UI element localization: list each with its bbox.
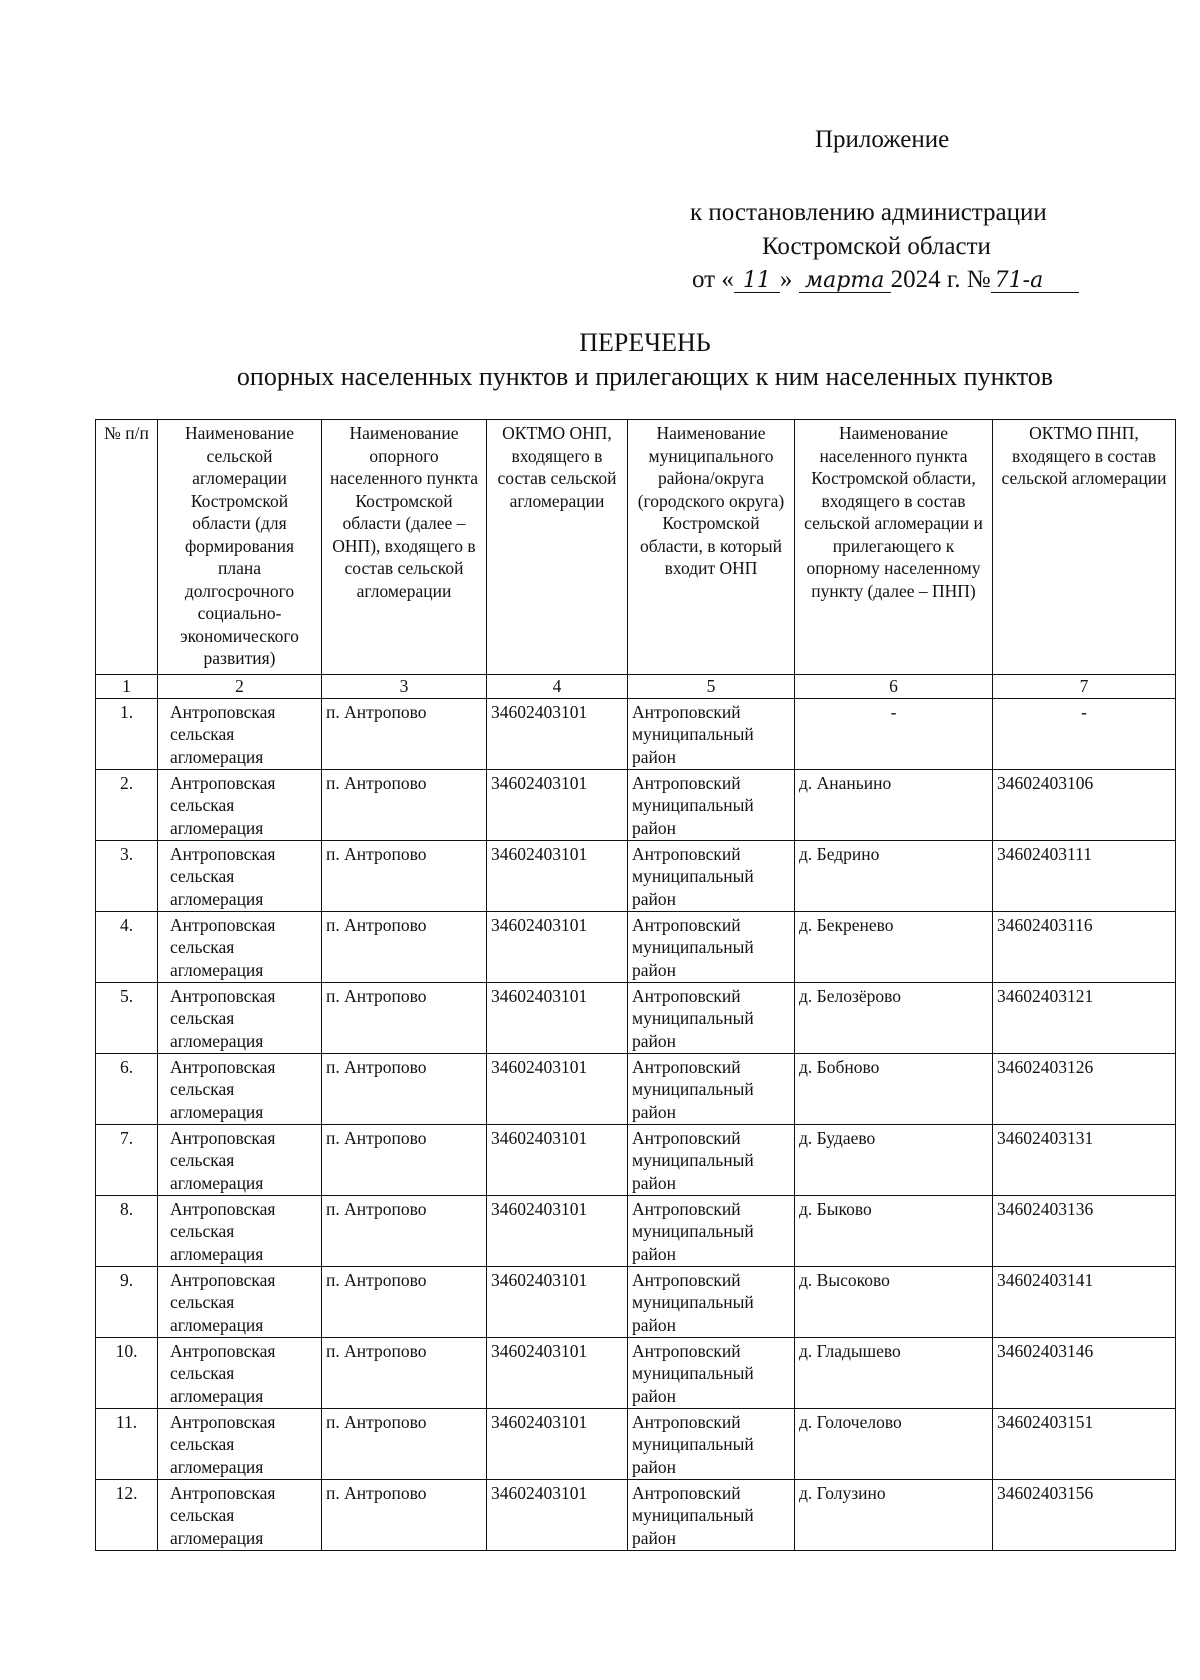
table-row: [96, 1124, 1176, 1195]
column-header: ОКТМО ОНП, входящего в состав сельской агломерации: [487, 420, 628, 675]
agglomeration-cell: Антроповская сельская агломерация: [158, 1053, 322, 1124]
table-row: [96, 698, 1176, 769]
adjacent-settlement-cell: д. Гладышево: [795, 1337, 993, 1408]
column-number: 3: [322, 675, 487, 699]
handwritten-decree-number: 71-а: [991, 270, 1079, 293]
district-cell: Антроповский муниципальный район: [628, 1124, 795, 1195]
settlements-table: [95, 419, 1176, 1551]
oktmo-onp-cell: 34602403101: [487, 1479, 628, 1550]
column-header: Наименование муниципального района/округа (городского округа) Костромской области, в который входит ОНП: [628, 420, 795, 675]
table-row: [96, 1479, 1176, 1550]
support-settlement-cell: п. Антропово: [322, 1266, 487, 1337]
agglomeration-cell: Антроповская сельская агломерация: [158, 911, 322, 982]
oktmo-pnp-cell: 34602403106: [993, 769, 1176, 840]
table-row: [96, 982, 1176, 1053]
agglomeration-cell: Антроповская сельская агломерация: [158, 1266, 322, 1337]
oktmo-onp-cell: 34602403101: [487, 698, 628, 769]
adjacent-settlement-cell: д. Голузино: [795, 1479, 993, 1550]
oktmo-pnp-cell: 34602403116: [993, 911, 1176, 982]
support-settlement-cell: п. Антропово: [322, 1124, 487, 1195]
row-number-cell: 11.: [96, 1408, 158, 1479]
support-settlement-cell: п. Антропово: [322, 1195, 487, 1266]
oktmo-onp-cell: 34602403101: [487, 1266, 628, 1337]
adjacent-settlement-cell: д. Высоково: [795, 1266, 993, 1337]
support-settlement-cell: п. Антропово: [322, 769, 487, 840]
oktmo-onp-cell: 34602403101: [487, 1124, 628, 1195]
row-number-cell: 5.: [96, 982, 158, 1053]
support-settlement-cell: п. Антропово: [322, 1479, 487, 1550]
oktmo-pnp-cell: 34602403141: [993, 1266, 1176, 1337]
district-cell: Антроповский муниципальный район: [628, 1479, 795, 1550]
agglomeration-cell: Антроповская сельская агломерация: [158, 840, 322, 911]
row-number-cell: 8.: [96, 1195, 158, 1266]
column-number: 7: [993, 675, 1176, 699]
support-settlement-cell: п. Антропово: [322, 1053, 487, 1124]
oktmo-pnp-cell: -: [993, 698, 1176, 769]
decree-reference-line2: Костромской области: [762, 233, 991, 260]
oktmo-onp-cell: 34602403101: [487, 911, 628, 982]
district-cell: Антроповский муниципальный район: [628, 769, 795, 840]
oktmo-pnp-cell: 34602403151: [993, 1408, 1176, 1479]
document-subtitle: опорных населенных пунктов и прилегающих к ним населенных пунктов: [236, 362, 1054, 391]
table-row: [96, 840, 1176, 911]
row-number-cell: 2.: [96, 769, 158, 840]
agglomeration-cell: Антроповская сельская агломерация: [158, 1124, 322, 1195]
adjacent-settlement-cell: д. Будаево: [795, 1124, 993, 1195]
support-settlement-cell: п. Антропово: [322, 1408, 487, 1479]
adjacent-settlement-cell: д. Белозёрово: [795, 982, 993, 1053]
district-cell: Антроповский муниципальный район: [628, 982, 795, 1053]
row-number-cell: 10.: [96, 1337, 158, 1408]
column-number-row: [96, 675, 1176, 699]
table-row: [96, 1053, 1176, 1124]
support-settlement-cell: п. Антропово: [322, 840, 487, 911]
adjacent-settlement-cell: д. Бекренево: [795, 911, 993, 982]
support-settlement-cell: п. Антропово: [322, 1337, 487, 1408]
oktmo-onp-cell: 34602403101: [487, 982, 628, 1053]
district-cell: Антроповский муниципальный район: [628, 911, 795, 982]
row-number-cell: 4.: [96, 911, 158, 982]
oktmo-pnp-cell: 34602403121: [993, 982, 1176, 1053]
oktmo-onp-cell: 34602403101: [487, 1053, 628, 1124]
oktmo-onp-cell: 34602403101: [487, 840, 628, 911]
district-cell: Антроповский муниципальный район: [628, 1337, 795, 1408]
table-row: [96, 1195, 1176, 1266]
adjacent-settlement-cell: д. Голочелово: [795, 1408, 993, 1479]
date-year: 2024 г. №: [890, 266, 991, 293]
district-cell: Антроповский муниципальный район: [628, 840, 795, 911]
table-row: [96, 769, 1176, 840]
oktmo-pnp-cell: 34602403156: [993, 1479, 1176, 1550]
adjacent-settlement-cell: д. Быково: [795, 1195, 993, 1266]
district-cell: Антроповский муниципальный район: [628, 1053, 795, 1124]
column-header: Наименование опорного населенного пункта Костромской области (далее – ОНП), входящего в состав сельской агломерации: [322, 420, 487, 675]
agglomeration-cell: Антроповская сельская агломерация: [158, 698, 322, 769]
column-header: ОКТМО ПНП, входящего в состав сельской агломерации: [993, 420, 1176, 675]
oktmo-onp-cell: 34602403101: [487, 1408, 628, 1479]
decree-date-line: [692, 266, 1079, 294]
oktmo-pnp-cell: 34602403146: [993, 1337, 1176, 1408]
row-number-cell: 6.: [96, 1053, 158, 1124]
support-settlement-cell: п. Антропово: [322, 982, 487, 1053]
column-number: 2: [158, 675, 322, 699]
adjacent-settlement-cell: -: [795, 698, 993, 769]
district-cell: Антроповский муниципальный район: [628, 698, 795, 769]
oktmo-pnp-cell: 34602403131: [993, 1124, 1176, 1195]
row-number-cell: 1.: [96, 698, 158, 769]
district-cell: Антроповский муниципальный район: [628, 1266, 795, 1337]
oktmo-pnp-cell: 34602403111: [993, 840, 1176, 911]
oktmo-onp-cell: 34602403101: [487, 769, 628, 840]
date-mid: »: [779, 266, 793, 293]
date-prefix: от «: [692, 266, 734, 293]
table-row: [96, 1408, 1176, 1479]
handwritten-month: марта: [799, 270, 891, 293]
document-title: ПЕРЕЧЕНЬ: [579, 328, 711, 357]
adjacent-settlement-cell: д. Бедрино: [795, 840, 993, 911]
column-header: Наименование сельской агломерации Костромской области (для формирования плана долгосрочного социально-экономического развития): [158, 420, 322, 675]
table-row: [96, 1266, 1176, 1337]
column-header: № п/п: [96, 420, 158, 675]
agglomeration-cell: Антроповская сельская агломерация: [158, 1337, 322, 1408]
oktmo-pnp-cell: 34602403136: [993, 1195, 1176, 1266]
appendix-label: Приложение: [815, 126, 950, 153]
agglomeration-cell: Антроповская сельская агломерация: [158, 1195, 322, 1266]
column-number: 4: [487, 675, 628, 699]
table-row: [96, 911, 1176, 982]
oktmo-pnp-cell: 34602403126: [993, 1053, 1176, 1124]
table-body: [96, 698, 1176, 1550]
column-number: 1: [96, 675, 158, 699]
column-header: Наименование населенного пункта Костромской области, входящего в состав сельской агломерации и прилегающего к опорному населенному пункту (далее – ПНП): [795, 420, 993, 675]
column-number: 6: [795, 675, 993, 699]
column-number: 5: [628, 675, 795, 699]
support-settlement-cell: п. Антропово: [322, 911, 487, 982]
agglomeration-cell: Антроповская сельская агломерация: [158, 982, 322, 1053]
adjacent-settlement-cell: д. Бобново: [795, 1053, 993, 1124]
support-settlement-cell: п. Антропово: [322, 698, 487, 769]
district-cell: Антроповский муниципальный район: [628, 1408, 795, 1479]
row-number-cell: 9.: [96, 1266, 158, 1337]
agglomeration-cell: Антроповская сельская агломерация: [158, 1408, 322, 1479]
handwritten-day: 11: [734, 270, 780, 293]
oktmo-onp-cell: 34602403101: [487, 1195, 628, 1266]
table-header-row: [96, 420, 1176, 675]
oktmo-onp-cell: 34602403101: [487, 1337, 628, 1408]
decree-reference-line1: к постановлению администрации: [690, 199, 1047, 226]
row-number-cell: 3.: [96, 840, 158, 911]
row-number-cell: 7.: [96, 1124, 158, 1195]
table-row: [96, 1337, 1176, 1408]
agglomeration-cell: Антроповская сельская агломерация: [158, 1479, 322, 1550]
agglomeration-cell: Антроповская сельская агломерация: [158, 769, 322, 840]
row-number-cell: 12.: [96, 1479, 158, 1550]
district-cell: Антроповский муниципальный район: [628, 1195, 795, 1266]
adjacent-settlement-cell: д. Ананьино: [795, 769, 993, 840]
